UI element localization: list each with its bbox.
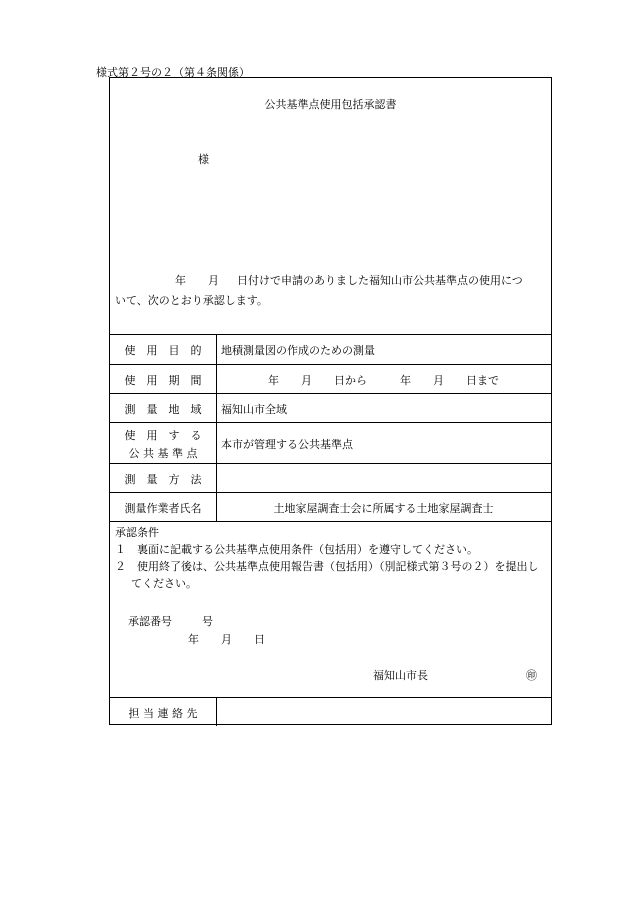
approval-number-label: 承認番号: [128, 615, 172, 628]
conditions: [115, 524, 543, 592]
intro-year: 年: [175, 274, 186, 287]
divider: [110, 463, 551, 464]
period-label: 使 用 期 間: [124, 374, 202, 387]
intro-text: [115, 271, 541, 311]
divider: [110, 364, 551, 365]
benchmark-label-line1: 使 用 す る: [124, 429, 202, 442]
column-divider: [216, 334, 217, 521]
divider: [110, 422, 551, 423]
area-value: 福知山市全域: [221, 403, 287, 416]
condition-item: １ 裏面に記載する公共基準点使用条件（包括用）を遵守してください。: [115, 543, 478, 556]
document-title: 公共基準点使用包括承認書: [264, 98, 397, 111]
purpose-label: 使 用 目 的: [124, 344, 202, 357]
divider: [110, 521, 551, 522]
method-label: 測 量 方 法: [124, 473, 202, 486]
approval-day: 日: [254, 633, 265, 646]
intro-line1: 日付けで申請のありました福知山市公共基準点の使用につ: [237, 274, 523, 287]
benchmark-label-line2: 公 共 基 準 点: [128, 447, 198, 460]
intro-line2: いて、次のとおり承認します。: [115, 294, 268, 307]
conditions-heading: 承認条件: [115, 526, 159, 539]
area-label: 測 量 地 域: [124, 403, 202, 416]
approval-month: 月: [221, 633, 232, 646]
purpose-value: 地積測量図の作成のための測量: [221, 344, 375, 357]
approval-form: [109, 77, 552, 725]
addressee-suffix: 様: [198, 153, 209, 166]
approval-year: 年: [188, 633, 199, 646]
divider: [110, 697, 551, 698]
mayor-title: 福知山市長: [373, 669, 428, 682]
seal-mark: ㊞: [526, 669, 537, 682]
contact-label: 担 当 連 絡 先: [128, 707, 198, 720]
divider: [110, 492, 551, 493]
condition-item: ２ 使用終了後は、公共基準点使用報告書（包括用）（別記様式第３号の２）を提出してください。: [115, 560, 539, 590]
surveyor-value: 土地家屋調査士会に所属する土地家屋調査士: [273, 502, 494, 515]
period-value: 年 月 日から 年 月 日まで: [268, 374, 499, 387]
approval-number-suffix: 号: [202, 615, 213, 628]
approval-number: [128, 613, 213, 629]
approval-date: [188, 631, 265, 647]
benchmark-value: 本市が管理する公共基準点: [221, 438, 353, 451]
intro-month: 月: [208, 274, 219, 287]
column-divider: [216, 697, 217, 726]
form-number: 様式第２号の２（第４条関係）: [96, 66, 250, 79]
divider: [110, 393, 551, 394]
surveyor-label: 測量作業者氏名: [124, 502, 202, 515]
divider: [110, 334, 551, 335]
